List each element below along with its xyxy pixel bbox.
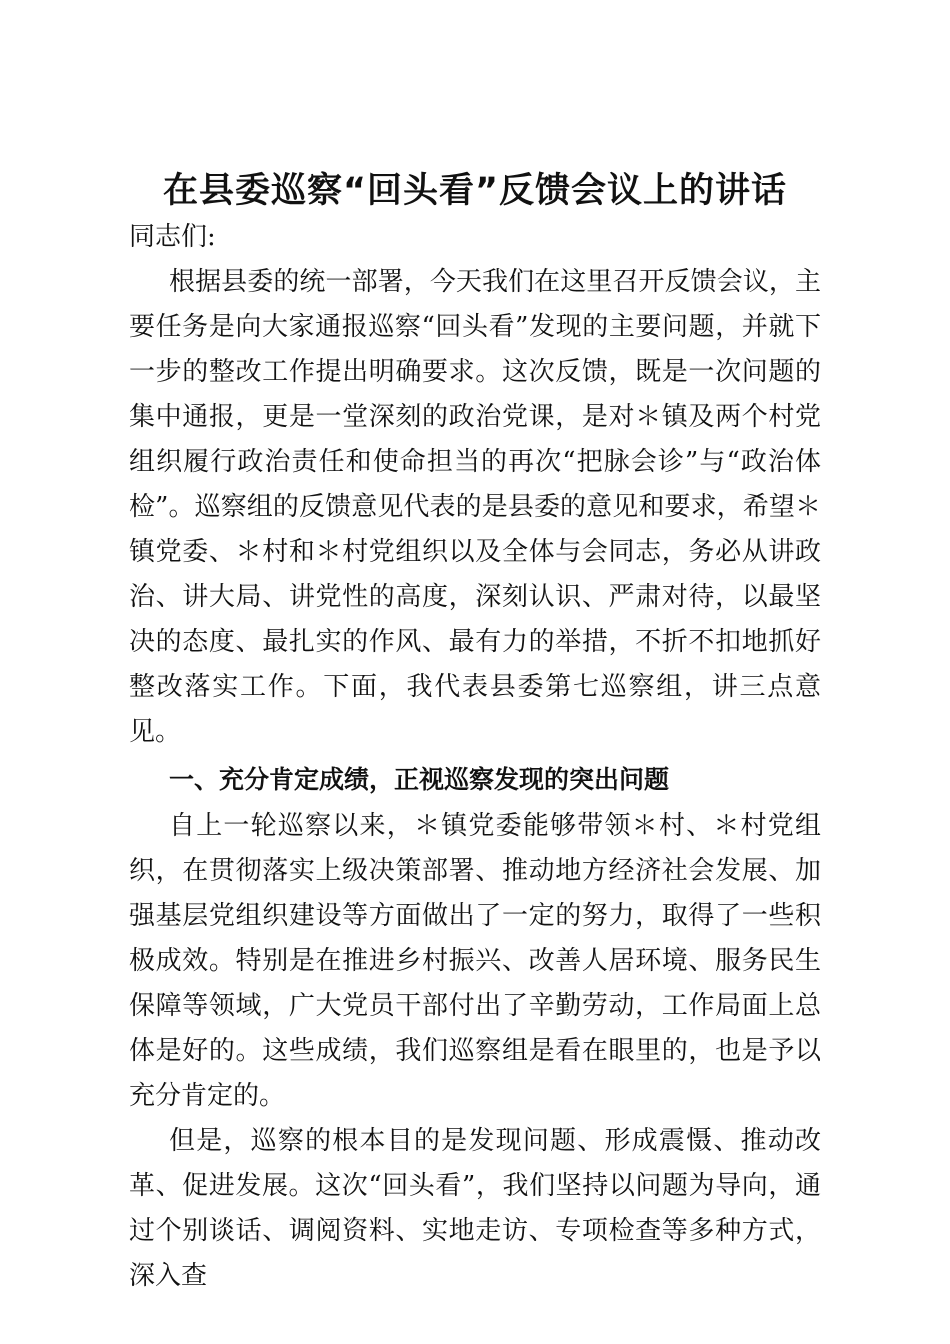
document-body [129,215,821,1299]
section-paragraph: 但是，巡察的根本目的是发现问题、形成震慑、推动改革、促进发展。这次“回头看”，我们坚持以问题为导向，通过个别谈话、调阅资料、实地走访、专项检查等多种方式，深入查 [129,1126,821,1291]
section-heading: 一、充分肯定成绩，正视巡察发现的突出问题 [169,765,670,794]
intro-paragraph: 根据县委的统一部署，今天我们在这里召开反馈会议，主要任务是向大家通报巡察“回头看”发现的主要问题，并就下一步的整改工作提出明确要求。这次反馈，既是一次问题的集中通报，更是一堂深刻的政治党课，是对＊镇及两个村党组织履行政治责任和使命担当的再次“把脉会诊”与“政治体检”。巡察组的反馈意见代表的是县委的意见和要求，希望＊镇党委、＊村和＊村党组织以及全体与会同志，务必从讲政治、讲大局、讲党性的高度，深刻认识、严肃对待，以最坚决的态度、最扎实的作风、最有力的举措，不折不扣地抓好整改落实工作。下面，我代表县委第七巡察组，讲三点意见。 [129,267,821,747]
section-paragraph: 自上一轮巡察以来，＊镇党委能够带领＊村、＊村党组织，在贯彻落实上级决策部署、推动地方经济社会发展、加强基层党组织建设等方面做出了一定的努力，取得了一些积极成效。特别是在推进乡村振兴、改善人居环境、服务民生保障等领域，广大党员干部付出了辛勤劳动，工作局面上总体是好的。这些成绩，我们巡察组是看在眼里的，也是予以充分肯定的。 [129,811,821,1111]
document-title: 在县委巡察“回头看”反馈会议上的讲话 [162,171,787,211]
salutation: 同志们: [129,222,216,252]
